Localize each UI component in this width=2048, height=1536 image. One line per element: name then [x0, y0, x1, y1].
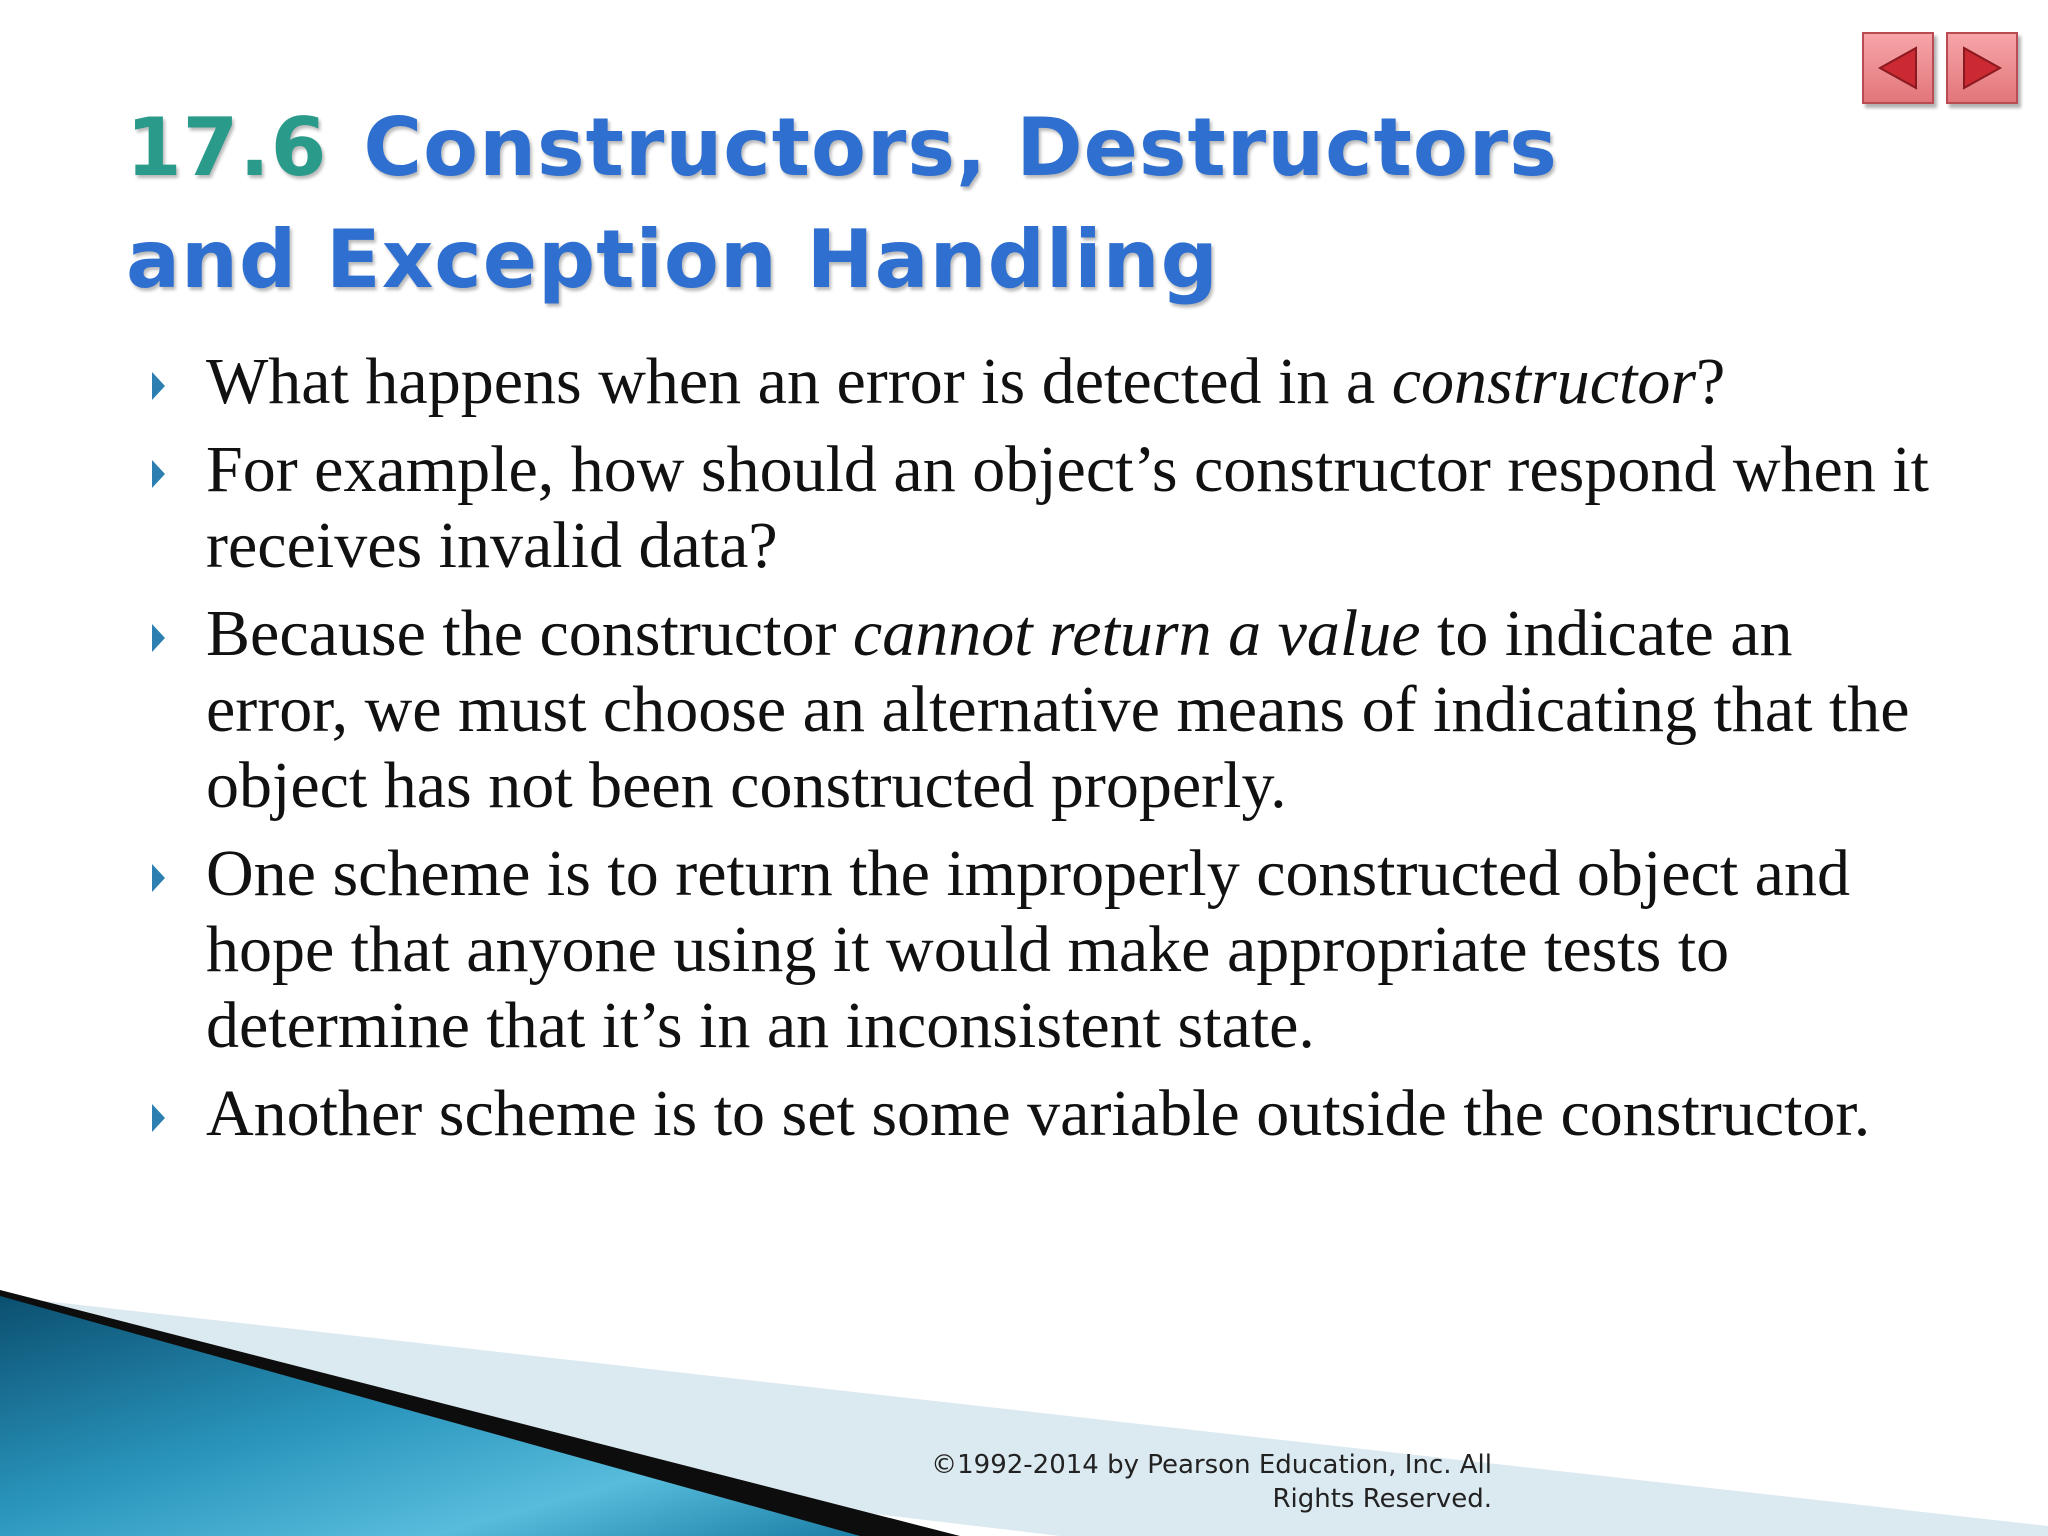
copyright-line: Rights Reserved. — [1272, 1484, 1492, 1514]
bullet-item — [150, 344, 1950, 420]
bullet-item — [150, 432, 1950, 584]
bullet-emphasis: constructor — [1391, 345, 1697, 418]
bullet-marker — [152, 460, 165, 488]
bullet-text: to indicate an error, we must choose an alternative means of indicating that the object has not been constructed properly. — [206, 597, 1910, 822]
bullet-text: For example, how should an object’s constructor respond when it receives invalid data? — [206, 433, 1929, 582]
bullet-text: One scheme is to return the improperly constructed object and hope that anyone using it would make appropriate tests to determine that it’s in an inconsistent state. — [206, 837, 1850, 1062]
bullet-marker — [152, 864, 165, 892]
bullet-marker — [152, 372, 165, 400]
bullet-item — [150, 596, 1950, 824]
bullet-item — [150, 1076, 1950, 1152]
bullet-marker — [152, 1104, 165, 1132]
next-slide-button[interactable] — [1946, 32, 2018, 104]
bullet-text: ? — [1696, 345, 1726, 418]
bullet-text: What happens when an error is detected in a — [206, 345, 1392, 418]
triangle-right-icon — [1956, 42, 2008, 94]
title-text: Constructors, Destructors and Exception Handling — [126, 101, 1558, 306]
slide-title — [126, 92, 1726, 316]
bullet-marker — [152, 624, 165, 652]
bullet-item — [150, 836, 1950, 1064]
bullet-text: Because the constructor — [206, 597, 853, 670]
previous-slide-button[interactable] — [1862, 32, 1934, 104]
bullet-emphasis: cannot return a value — [852, 597, 1421, 670]
title-number: 17.6 — [126, 101, 328, 194]
triangle-left-icon — [1872, 42, 1924, 94]
bullet-text: Another scheme is to set some variable outside the constructor. — [206, 1077, 1871, 1150]
copyright-line: ©1992-2014 by Pearson Education, Inc. All — [931, 1450, 1492, 1480]
copyright-notice — [880, 1448, 1492, 1516]
bullet-list — [150, 344, 1950, 1164]
